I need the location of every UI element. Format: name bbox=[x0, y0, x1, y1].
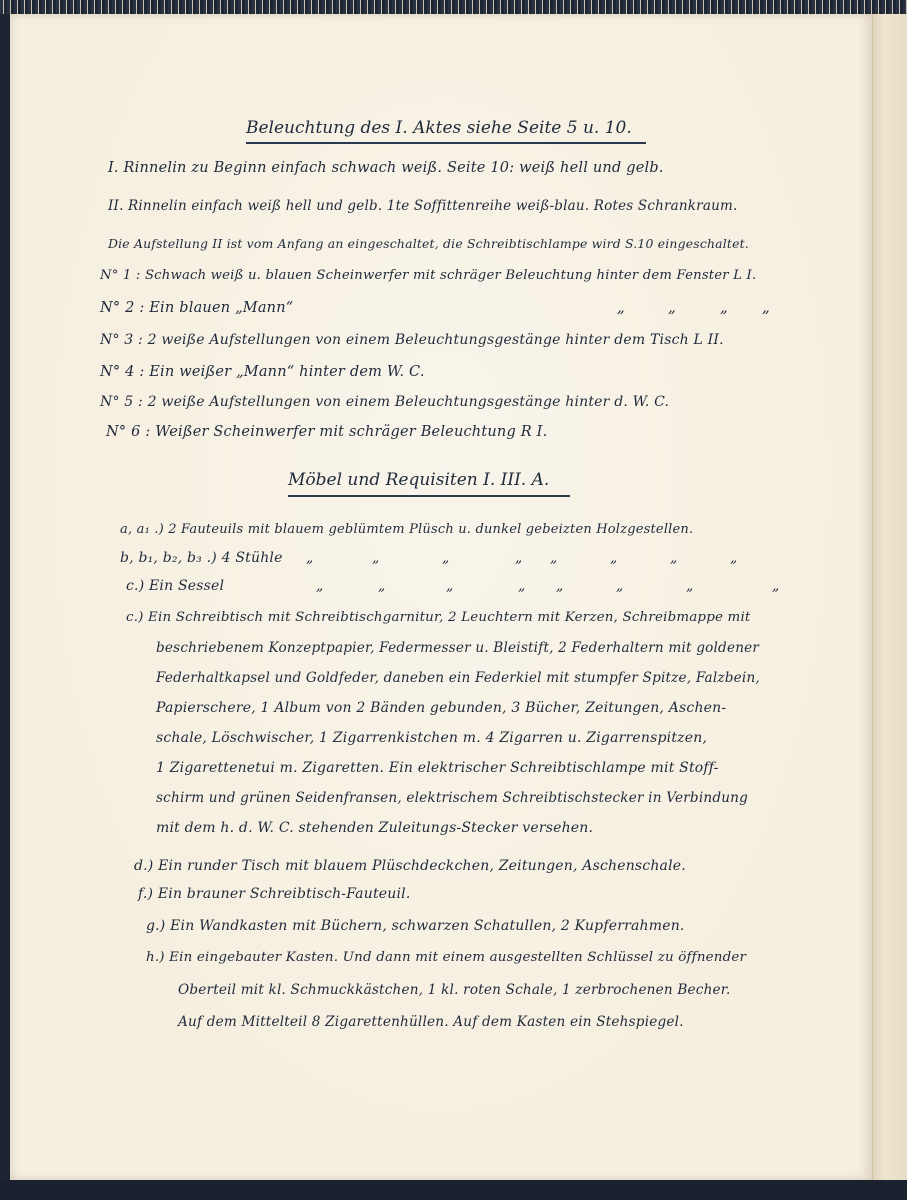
ditto-mark: „ bbox=[518, 578, 526, 594]
heading-underline bbox=[288, 495, 570, 497]
prop-item-c-line: schirm und grünen Seidenfransen, elektrischem Schreibtischstecker in Verbindung bbox=[156, 790, 749, 806]
ditto-mark: „ bbox=[556, 578, 564, 594]
prop-item-a: a, a₁ .) 2 Fauteuils mit blauem geblümtem Plüsch u. dunkel gebeizten Holzgestellen. bbox=[120, 522, 694, 537]
ditto-mark: „ bbox=[372, 550, 380, 566]
prop-item-b: b, b₁, b₂, b₃ .) 4 Stühle bbox=[120, 550, 283, 566]
prop-item-c-desk: c.) Ein Schreibtisch mit Schreibtischgarnitur, 2 Leuchtern mit Kerzen, Schreibmappe mit bbox=[126, 610, 751, 625]
heading-underline bbox=[246, 142, 646, 144]
ditto-mark: „ bbox=[550, 550, 558, 566]
lighting-line: Die Aufstellung II ist vom Anfang an eingeschaltet, die Schreibtischlampe wird S.10 eingeschaltet. bbox=[108, 236, 749, 251]
ditto-mark: „ bbox=[316, 578, 324, 594]
heading-lighting: Beleuchtung des I. Aktes siehe Seite 5 u. 10. bbox=[246, 118, 632, 138]
ditto-mark: „ bbox=[762, 298, 770, 316]
prop-item-c-line: 1 Zigarettenetui m. Zigaretten. Ein elektrischer Schreibtischlampe mit Stoff- bbox=[156, 760, 719, 776]
ditto-mark: „ bbox=[617, 298, 625, 316]
lighting-line: I. Rinnelin zu Beginn einfach schwach weiß. Seite 10: weiß hell und gelb. bbox=[108, 160, 664, 176]
ditto-mark: „ bbox=[720, 298, 728, 316]
lighting-cue-1: N° 1 : Schwach weiß u. blauen Scheinwerfer mit schräger Beleuchtung hinter dem Fenster L I. bbox=[100, 268, 757, 283]
ditto-mark: „ bbox=[610, 550, 618, 566]
ditto-mark: „ bbox=[772, 578, 780, 594]
prop-item-g: g.) Ein Wandkasten mit Büchern, schwarzen Schatullen, 2 Kupferrahmen. bbox=[146, 918, 685, 934]
ditto-mark: „ bbox=[686, 578, 694, 594]
prop-item-c-line: mit dem h. d. W. C. stehenden Zuleitungs-Stecker versehen. bbox=[156, 820, 594, 836]
lighting-cue-4: N° 4 : Ein weißer „Mann“ hinter dem W. C. bbox=[100, 364, 425, 380]
ditto-mark: „ bbox=[446, 578, 454, 594]
ditto-mark: „ bbox=[515, 550, 523, 566]
prop-item-c: c.) Ein Sessel bbox=[126, 578, 225, 594]
lighting-cue-5: N° 5 : 2 weiße Aufstellungen von einem Beleuchtungsgestänge hinter d. W. C. bbox=[100, 394, 670, 410]
prop-item-c-line: beschriebenem Konzeptpapier, Federmesser u. Bleistift, 2 Federhaltern mit goldener bbox=[156, 640, 760, 656]
prop-item-c-line: Federhaltkapsel und Goldfeder, daneben ein Federkiel mit stumpfer Spitze, Falzbein, bbox=[156, 670, 760, 686]
prop-item-f: f.) Ein brauner Schreibtisch-Fauteuil. bbox=[138, 886, 411, 902]
lighting-cue-6: N° 6 : Weißer Scheinwerfer mit schräger Beleuchtung R I. bbox=[106, 424, 548, 440]
ditto-mark: „ bbox=[306, 550, 314, 566]
manuscript-page bbox=[10, 14, 873, 1180]
ditto-mark: „ bbox=[378, 578, 386, 594]
prop-item-h: h.) Ein eingebauter Kasten. Und dann mit einem ausgestellten Schlüssel zu öffnender bbox=[146, 950, 747, 965]
page-edge bbox=[868, 14, 907, 1180]
ditto-mark: „ bbox=[442, 550, 450, 566]
prop-item-h-line: Oberteil mit kl. Schmuckkästchen, 1 kl. roten Schale, 1 zerbrochenen Becher. bbox=[178, 982, 731, 998]
prop-item-h-line: Auf dem Mittelteil 8 Zigarettenhüllen. Auf dem Kasten ein Stehspiegel. bbox=[178, 1014, 684, 1030]
lighting-cue-2: N° 2 : Ein blauen „Mann“ bbox=[100, 300, 294, 316]
scan-border-bottom bbox=[0, 1180, 907, 1200]
prop-item-c-line: Papierschere, 1 Album von 2 Bänden gebunden, 3 Bücher, Zeitungen, Aschen- bbox=[156, 700, 727, 716]
ditto-mark: „ bbox=[616, 578, 624, 594]
prop-item-d: d.) Ein runder Tisch mit blauem Plüschdeckchen, Zeitungen, Aschenschale. bbox=[134, 858, 686, 874]
heading-props: Möbel und Requisiten I. III. A. bbox=[288, 470, 550, 490]
lighting-line: II. Rinnelin einfach weiß hell und gelb. 1te Soffittenreihe weiß-blau. Rotes Schrankraum. bbox=[108, 198, 738, 214]
lighting-cue-3: N° 3 : 2 weiße Aufstellungen von einem Beleuchtungsgestänge hinter dem Tisch L II. bbox=[100, 332, 724, 348]
scan-border-top bbox=[0, 0, 907, 14]
ditto-mark: „ bbox=[730, 550, 738, 566]
prop-item-c-line: schale, Löschwischer, 1 Zigarrenkistchen m. 4 Zigarren u. Zigarrenspitzen, bbox=[156, 730, 708, 746]
ditto-mark: „ bbox=[670, 550, 678, 566]
ditto-mark: „ bbox=[668, 298, 676, 316]
